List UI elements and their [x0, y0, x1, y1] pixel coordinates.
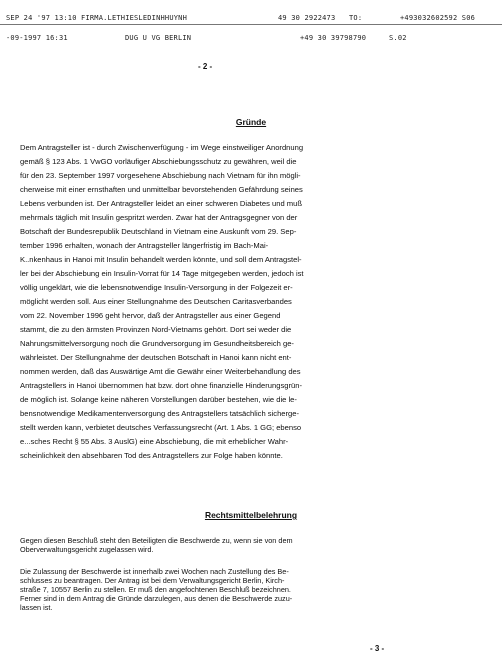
text-line: Antragstellers in Hanoi übernommen hat bzw. dort ohne finanzielle Hinderungsgrün-	[20, 381, 302, 390]
text-line: Lebens verbunden ist. Der Antragsteller leidet an einer schweren Diabetes und muß	[20, 199, 302, 208]
text-line: straße 7, 10557 Berlin zu stellen. Er muß den angefochtenen Beschluß bezeichnen.	[20, 585, 291, 594]
text-line: Die Zulassung der Beschwerde ist innerhalb zwei Wochen nach Zustellung des Be-	[20, 567, 289, 576]
fax-header-to-label: TO:	[349, 14, 363, 22]
text-line: stammt, die zu den ärmsten Provinzen Nord-Vietnams gehört. Dort sei weder die	[20, 325, 292, 334]
text-line: gemäß § 123 Abs. 1 VwGO vorläufiger Abschiebungsschutz zu gewähren, weil die	[20, 157, 297, 166]
text-line: Oberverwaltungsgericht zugelassen wird.	[20, 545, 154, 554]
fax-header-sender: SEP 24 '97 13:10 FIRMA.LETHIESLEDINHHUYNH	[6, 14, 187, 22]
text-line: bensnotwendige Medikamentenversorgung des Antragstellers tatsächlich sicherge-	[20, 409, 300, 418]
fax-header-recipient: +493032602592 S06	[400, 14, 476, 22]
text-line: tember 1996 erhalten, wonach der Antragsteller längerfristig im Bach-Mai-	[20, 241, 269, 250]
text-line: lassen ist.	[20, 603, 53, 612]
fax-header-divider	[0, 24, 502, 25]
text-line: Ferner sind in dem Antrag die Gründe darzulegen, aus denen die Beschwerde zuzu-	[20, 594, 293, 603]
text-line: Botschaft der Bundesrepublik Deutschland in Vietnam eine Auskunft vom 29. Sep-	[20, 227, 297, 236]
text-line: Dem Antragsteller ist - durch Zwischenverfügung - im Wege einstweiliger Anordnung	[20, 143, 304, 152]
text-line: nommen werden, daß das Auswärtige Amt die Gewähr einer Weiterbehandlung des	[20, 367, 301, 376]
text-line: völlig ungeklärt, wie die lebensnotwendige Insulin-Versorgung in der Folgezeit er-	[20, 283, 293, 292]
text-line: Nahrungsmittelversorgung noch die Grundversorgung im Gesundheitsbereich ge-	[20, 339, 294, 348]
fax-header-origin: DUG U VG BERLIN	[125, 34, 192, 42]
text-line: Gegen diesen Beschluß steht den Beteiligten die Beschwerde zu, wenn sie von dem	[20, 536, 293, 545]
text-line: für den 23. September 1997 vorgesehene Abschiebung nach Vietnam für ihn mögli-	[20, 171, 301, 180]
fax-header-page: S.02	[389, 34, 407, 42]
fax-header-fax-number: +49 30 39798790	[300, 34, 367, 42]
text-line: währleistet. Der Stellungnahme der deutschen Botschaft in Hanoi kann nicht ent-	[20, 353, 292, 362]
text-line: mehrmals täglich mit Insulin gespritzt werden. Zwar hat der Antragsgegner von der	[20, 213, 298, 222]
text-line: e...sches Recht § 55 Abs. 3 AuslG) eine Abschiebung, die mit erheblicher Wahr-	[20, 437, 289, 446]
text-line: schlusses zu beantragen. Der Antrag ist bei dem Verwaltungsgericht Berlin, Kirch-	[20, 576, 285, 585]
section-title-rechtsmittelbelehrung: Rechtsmittelbelehrung	[204, 510, 298, 520]
fax-header-sender-number: 49 30 2922473	[278, 14, 336, 22]
text-line: ler bei der Abschiebung ein Insulin-Vorrat für 14 Tage mitgegeben werden, jedoch ist	[20, 269, 304, 278]
page-number-bottom: - 3 -	[370, 644, 385, 653]
text-line: K..nkenhaus in Hanoi mit Insulin behandelt werden könnte, und soll dem Antragstel-	[20, 255, 302, 264]
text-line: möglicht werden soll. Aus einer Stellungnahme des Deutschen Caritasverbandes	[20, 297, 292, 306]
section-title-gruende: Gründe	[235, 117, 267, 127]
fax-header-date: -09-1997 16:31	[6, 34, 68, 42]
text-line: de möglich ist. Solange keine näheren Vorstellungen darüber bestehen, wie die le-	[20, 395, 297, 404]
text-line: cherweise mit einer ernsthaften und unmittelbar bevorstehenden Gefährdung seines	[20, 185, 303, 194]
text-line: scheinlichkeit den absehbaren Tod des Antragstellers zur Folge haben könnte.	[20, 451, 283, 460]
text-line: stellt werden kann, verbietet deutsches Verfassungsrecht (Art. 1 Abs. 1 GG; ebenso	[20, 423, 302, 432]
page-number-top: - 2 -	[198, 62, 213, 71]
text-line: vom 22. November 1996 geht hervor, daß der Antragsteller aus einer Gegend	[20, 311, 281, 320]
